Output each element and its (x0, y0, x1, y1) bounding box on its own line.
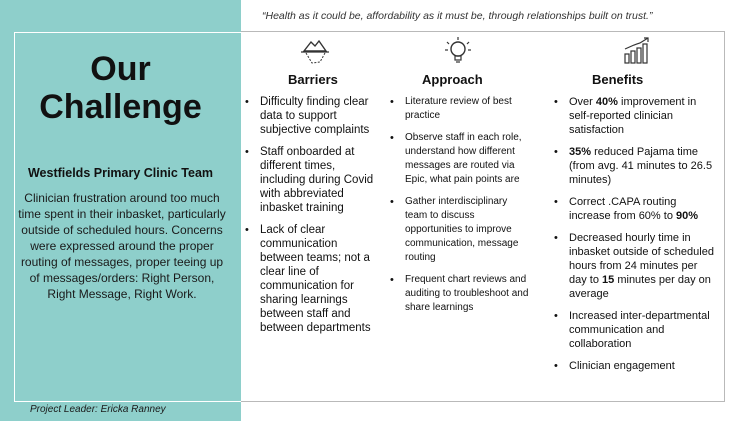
benefits-item-bold: 35% (569, 146, 592, 158)
lightbulb-icon (443, 36, 473, 66)
bullet-icon: • (390, 96, 394, 108)
benefits-item (552, 231, 717, 301)
benefits-item-mid: improvement in self-reported clinician satisfaction (569, 96, 697, 136)
benefits-item-mid: minutes per day on average (569, 274, 711, 300)
benefits-item-pre: Over (569, 96, 596, 108)
challenge-description: Clinician frustration around too much time spent in their inbasket, particularly outside of scheduled hours. Concerns were expressed around the proper routing of messages, proper teeing up of messages/orders: Right Person, Right Message, Right Work. (18, 191, 226, 301)
barriers-item (243, 95, 378, 137)
bullet-icon: • (390, 196, 394, 208)
approach-item (388, 273, 530, 315)
barriers-list (243, 95, 378, 343)
bullet-icon: • (554, 96, 558, 108)
barriers-item-text: Difficulty finding clear data to support subjective complaints (260, 96, 370, 136)
bullet-icon: • (390, 274, 394, 286)
team-name: Westfields Primary Clinic Team (27, 166, 214, 180)
benefits-item-pre: Increased inter-departmental communication and collaboration (569, 310, 710, 350)
bullet-icon: • (245, 96, 249, 108)
benefits-item-bold: 90% (676, 210, 699, 222)
barriers-heading: Barriers (288, 72, 338, 87)
title-line-1: Our (90, 50, 151, 88)
benefits-heading: Benefits (592, 72, 644, 87)
bullet-icon: • (554, 310, 558, 322)
benefits-list (552, 95, 717, 381)
mission-quote: “Health as it could be, affordability as it must be, through relationships built on trust.” (262, 10, 653, 22)
approach-item-text: Literature review of best practice (405, 96, 512, 121)
approach-item-text: Gather interdisciplinary team to discuss opportunities to improve communication, message routing (405, 196, 519, 263)
benefits-item-pre: Clinician engagement (569, 360, 675, 372)
benefits-item (552, 359, 717, 373)
benefits-item (552, 95, 717, 137)
barriers-item (243, 145, 378, 215)
project-leader: Project Leader: Ericka Ranney (30, 404, 166, 415)
barriers-item (243, 223, 378, 335)
bullet-icon: • (245, 146, 249, 158)
barriers-item-text: Lack of clear communication between teams; not a clear line of communication for sharing learnings between staff and between departments (260, 224, 371, 334)
approach-item (388, 95, 530, 123)
bullet-icon: • (245, 224, 249, 236)
benefits-item-mid: reduced Pajama time (from avg. 41 minutes to 26.5 minutes) (569, 146, 713, 186)
benefits-item-bold: 15 (602, 274, 615, 286)
approach-heading: Approach (422, 72, 483, 87)
bullet-icon: • (390, 132, 394, 144)
bar-chart-growth-icon (622, 36, 652, 66)
benefits-item-bold: 40% (595, 96, 618, 108)
approach-item (388, 195, 530, 265)
approach-item-text: Frequent chart reviews and auditing to troubleshoot and share learnings (405, 274, 529, 313)
approach-item-text: Observe staff in each role, understand how different messages are routed via Epic, what pain points are (405, 132, 522, 185)
approach-list (388, 95, 530, 323)
benefits-item (552, 309, 717, 351)
bullet-icon: • (554, 360, 558, 372)
bullet-icon: • (554, 146, 558, 158)
title-line-2: Challenge (39, 88, 202, 126)
benefits-item (552, 195, 717, 223)
benefits-item-pre: Correct .CAPA routing increase from 60% to (569, 196, 677, 222)
barriers-item-text: Staff onboarded at different times, including during Covid with abbreviated inbasket training (260, 146, 374, 214)
iceberg-icon (300, 36, 330, 66)
bullet-icon: • (554, 196, 558, 208)
benefits-item (552, 145, 717, 187)
bullet-icon: • (554, 232, 558, 244)
approach-item (388, 131, 530, 187)
page-title (0, 50, 241, 126)
benefits-item-pre: Decreased hourly time in inbasket outside of scheduled hours from 24 minutes per day to (569, 232, 714, 286)
